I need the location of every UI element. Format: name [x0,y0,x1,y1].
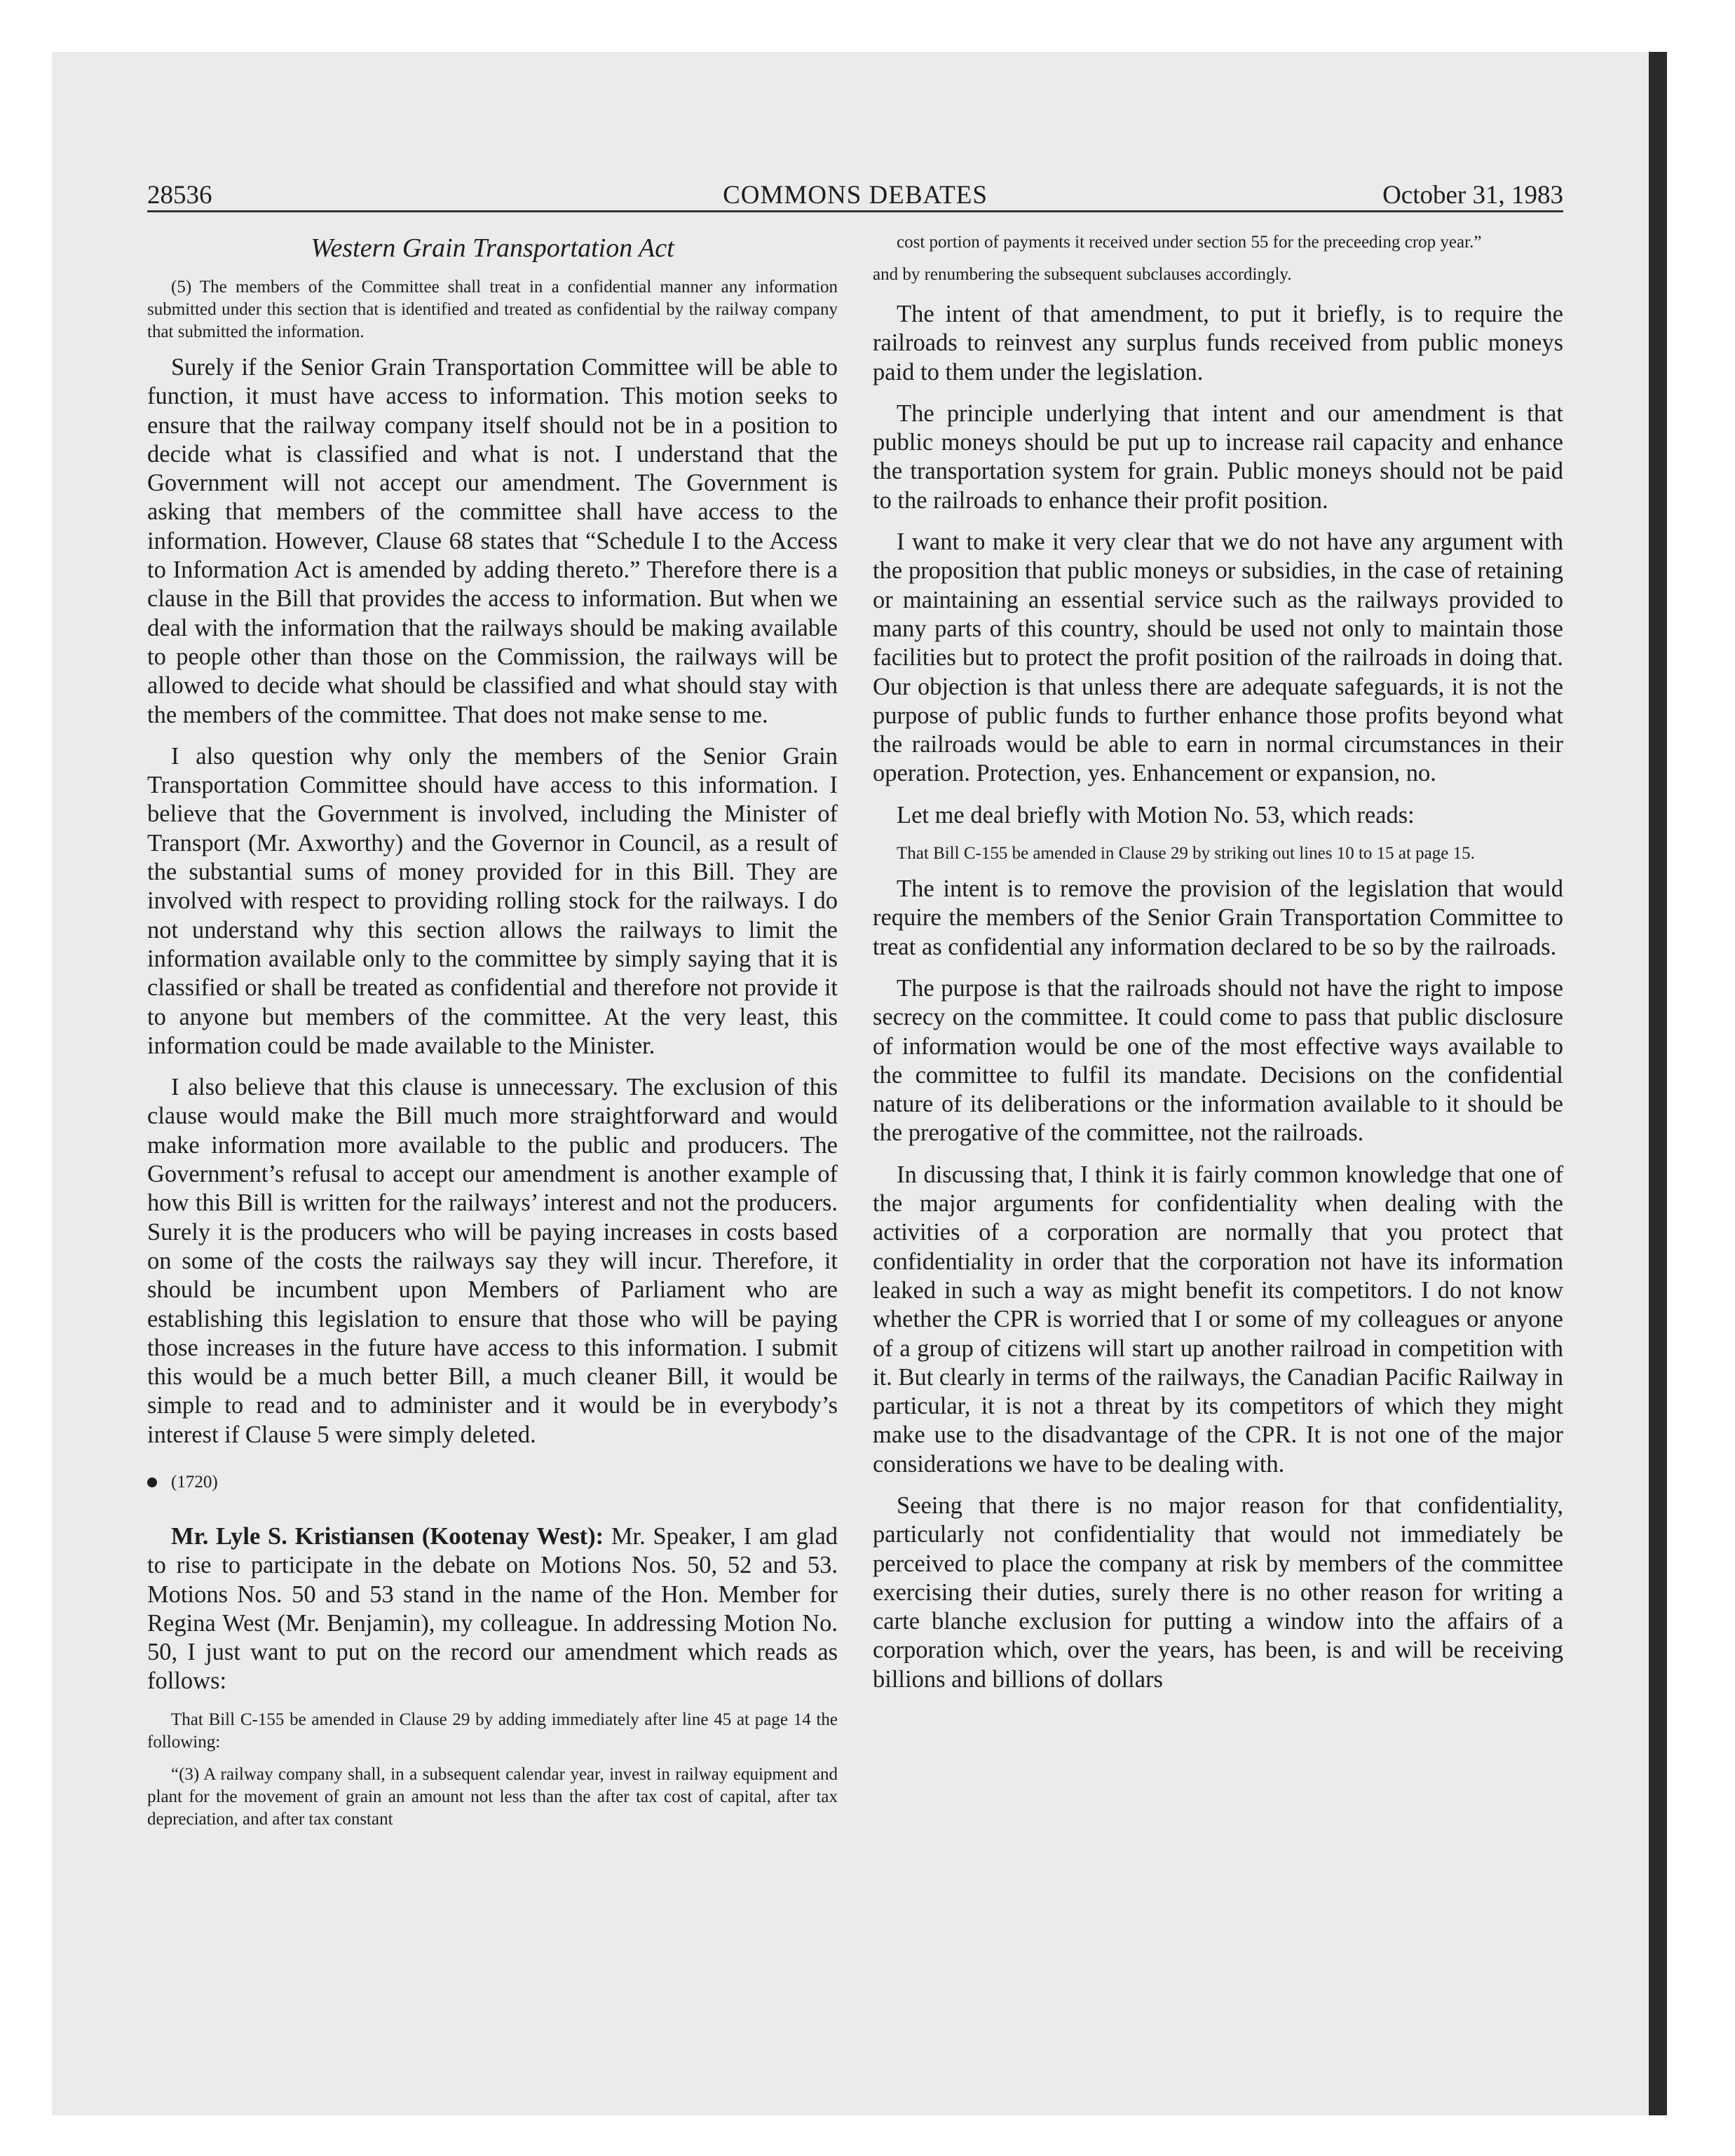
paragraph: I want to make it very clear that we do not have any argument with the proposition that public moneys or subsidies, in the case of retaining or maintaining an essential service such as the railways provided to many parts of this country, should be used not only to maintain those facilities but to protect the profit position of the railroads in doing that. Our objection is that unless there are adequate safeguards, it is not the purpose of public funds to further enhance those profits beyond what the railroads would be able to earn in normal circumstances in their operation. Protection, yes. Enhancement or expansion, no. [873,528,1563,787]
paragraph: The intent of that amendment, to put it briefly, is to require the railroads to reinvest any surplus funds received from public moneys paid to them under the legislation. [873,301,1563,386]
page-number: 28536 [147,181,212,210]
quoted-motion: That Bill C-155 be amended in Clause 29 by striking out lines 10 to 15 at page 15. [897,844,1475,864]
publication-date: October 31, 1983 [1382,181,1563,210]
quoted-subclause: “(3) A railway company shall, in a subsequent calendar year, invest in railway equipment and plant for the movement of grain an amount not less than the after tax cost of capital, after tax depreciation, and after tax constant [147,1764,838,1829]
paragraph: Let me deal briefly with Motion No. 53, which reads: [897,801,1415,828]
paragraph: In discussing that, I think it is fairly common knowledge that one of the major arguments for confidentiality when dealing with the activities of a corporation are normally that you protect that confidentiality in order that the corporation not have its information leaked in such a way as might benefit its competitors. I do not know whether the CPR is worried that I or some of my colleagues or anyone of a group of citizens will start up another railroad in competition with it. But clearly in terms of the railways, the Canadian Pacific Railway in particular, it is not a threat by its competitors of which they might make use to the disadvantage of the CPR. It is not one of the major considerations we have to be dealing with. [873,1161,1563,1478]
speech-text: Mr. Speaker, I am glad to rise to participate in the debate on Motions Nos. 50, 52 and 53. Motions Nos. 50 and 53 stand in the name of the Hon. Member for Regina West (Mr. Benjamin), my colleague. In addressing Motion No. 50, I just want to put on the record our amendment which reads as follows: [147,1522,838,1695]
quoted-subclause: (5) The members of the Committee shall treat in a confidential manner any information submitted under this section that is identified and treated as confidential by the railway company that submitted the information. [147,278,838,341]
left-column [147,231,838,2082]
paragraph: The intent is to remove the provision of the legislation that would require the members of the Senior Grain Transportation Committee to treat as confidential any information declared to be so by the railroads. [873,875,1563,960]
paragraph: I also question why only the members of the Senior Grain Transportation Committee should have access to this information. I believe that the Government is involved, including the Minister of Transport (Mr. Axworthy) and the Governor in Council, as a result of the substantial sums of money provided for in this Bill. They are involved with respect to providing rolling stock for the railways. I do not understand why this section allows the railways to limit the information available only to the committee by simply saying that it is classified or shall be treated as confidential and therefore not provide it to anyone but members of the committee. At the very least, this information could be made available to the Minister. [147,742,838,1059]
amendment-note: and by renumbering the subsequent subclauses accordingly. [873,265,1292,284]
header-rule [147,210,1563,212]
time-marker-text: (1720) [171,1472,218,1492]
right-column [873,231,1563,2082]
quoted-motion: That Bill C-155 be amended in Clause 29 by adding immediately after line 45 at page 14 the following: [147,1710,838,1752]
speech-paragraph [147,1522,838,1696]
page-header [147,179,1563,212]
bullet-icon [147,1478,157,1487]
section-title: Western Grain Transportation Act [311,233,674,263]
paragraph: I also believe that this clause is unnecessary. The exclusion of this clause would make the Bill much more straightforward and would make information more available to the public and producers. The Government’s refusal to accept our amendment is another example of how this Bill is written for the railways’ interest and not the producers. Surely it is the producers who will be paying increases in costs based on some of the costs the railways say they will incur. Therefore, it should be incumbent upon Members of Parliament who are establishing this legislation to ensure that those who will be paying those increases in the future have access to this information. I submit this would be a much better Bill, a much cleaner Bill, it would be simple to read and to administer and it would be in everybody’s interest if Clause 5 were simply deleted. [147,1074,838,1448]
speaker-name: Mr. Lyle S. Kristiansen (Kootenay West): [171,1522,604,1550]
publication-title: COMMONS DEBATES [723,181,988,210]
paragraph: The purpose is that the railroads should not have the right to impose secrecy on the committee. It could come to pass that public disclosure of information would be one of the most effective ways available to the committee to fulfil its mandate. Decisions on the confidential nature of its deliberations or the information available to it should be the prerogative of the committee, not the railroads. [873,974,1563,1147]
paragraph: Surely if the Senior Grain Transportation Committee will be able to function, it must have access to information. This motion seeks to ensure that the railway company itself should not be in a position to decide what is classified and what is not. I understand that the Government will not accept our amendment. The Government is asking that members of the committee shall have access to the information. However, Clause 68 states that “Schedule I to the Access to Information Act is amended by adding thereto.” Therefore there is a clause in the Bill that provides the access to information. But when we deal with the information that the railways should be making available to people other than those on the Commission, the railways will be allowed to decide what should be classified and what should stay with the members of the committee. That does not make sense to me. [147,354,838,728]
quoted-subclause-continued: cost portion of payments it received under section 55 for the preceeding crop year.” [897,233,1482,252]
paragraph: The principle underlying that intent and our amendment is that public moneys should be put up to increase rail capacity and enhance the transportation system for grain. Public moneys should not be paid to the railroads to enhance their profit position. [873,400,1563,514]
time-marker [147,1471,838,1494]
paragraph: Seeing that there is no major reason for that confidentiality, particularly not confidentiality that would not immediately be perceived to place the company at risk by members of the committee exercising their duties, surely there is no other reason for writing a carte blanche exclusion for putting a window into the affairs of a corporation which, over the years, has been, is and will be receiving billions and billions of dollars [873,1492,1563,1693]
scan-edge-shadow [1649,52,1667,2115]
